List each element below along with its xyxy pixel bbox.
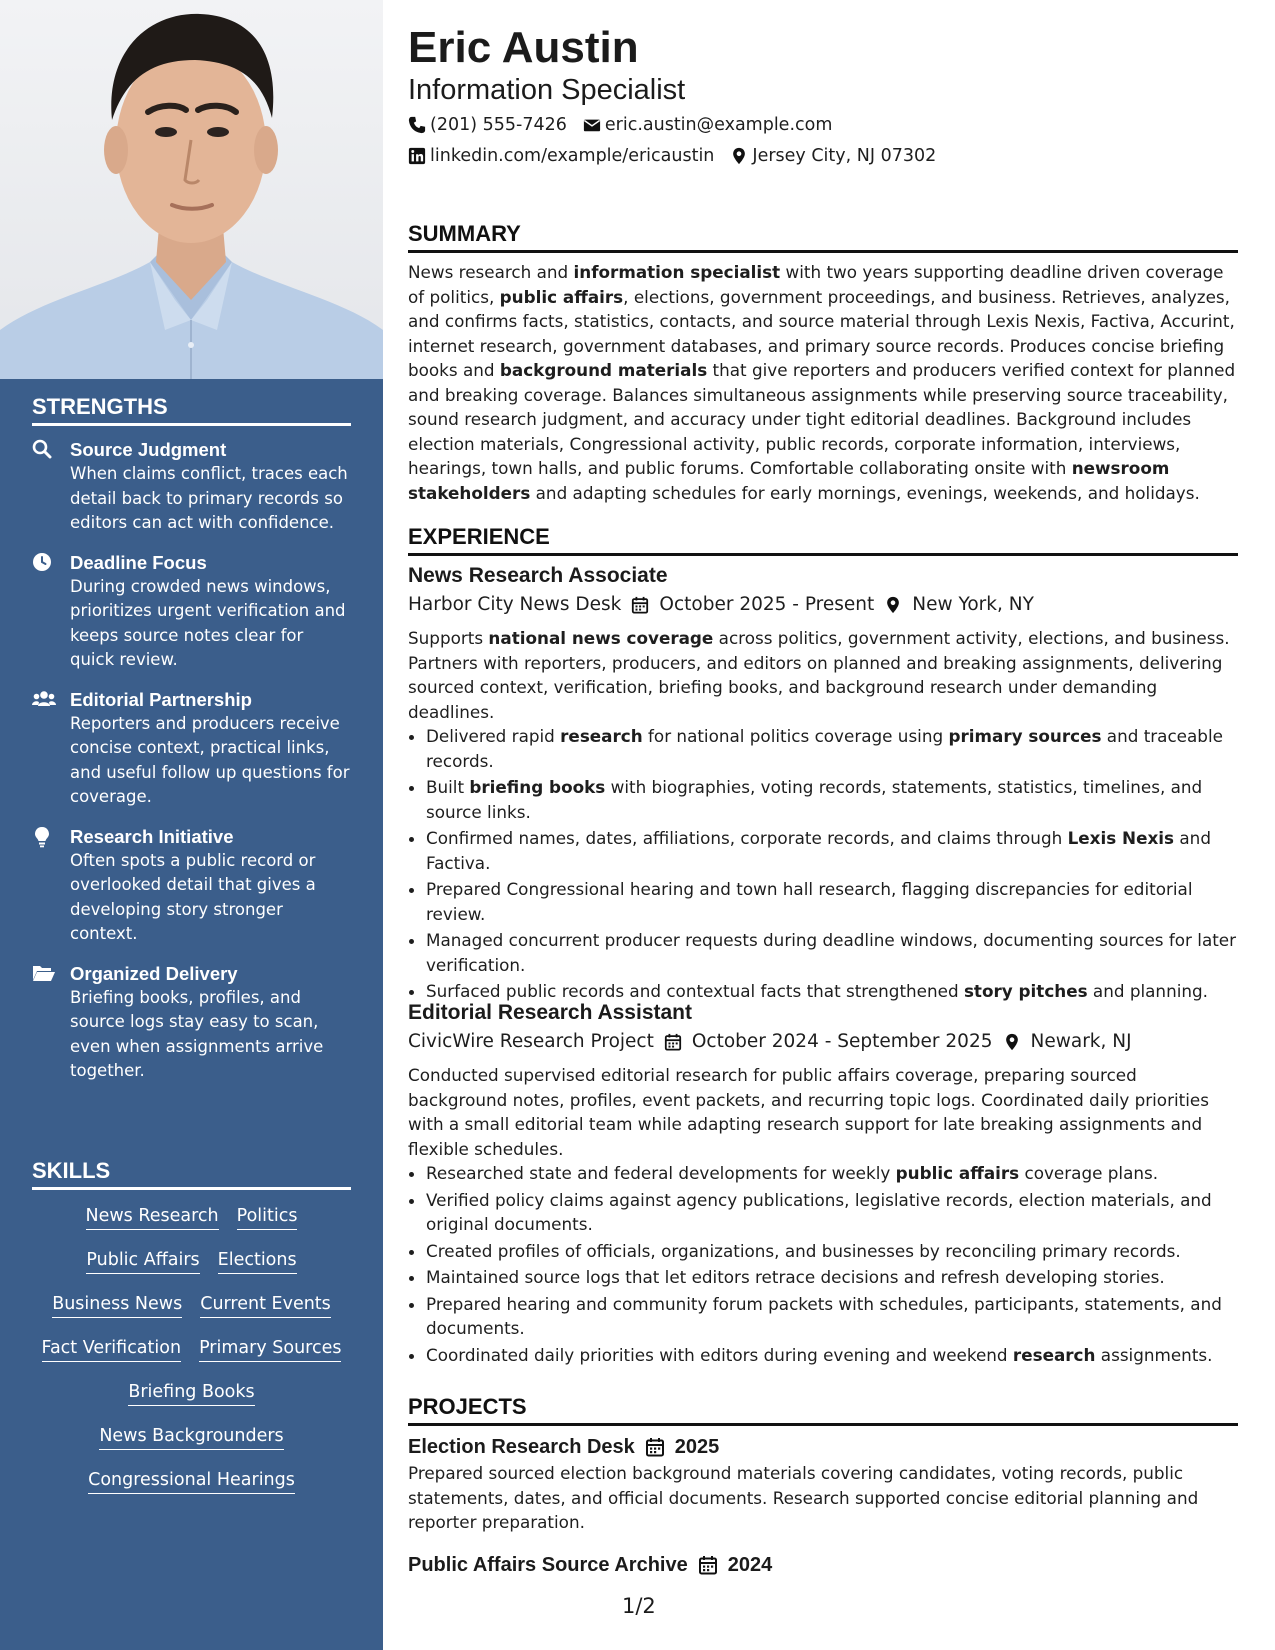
project-description: Prepared sourced election background materials covering candidates, voting records, public statements, dates, and official documents. Research supported concise editorial planning and reporter preparation.: [408, 1463, 1199, 1532]
users-icon: [32, 689, 56, 711]
phone-icon: [408, 116, 426, 134]
job-dates: October 2024 - September 2025: [691, 1031, 993, 1052]
lightbulb-icon: [32, 826, 56, 848]
strength-item: [32, 551, 351, 673]
strength-item: [32, 688, 351, 810]
company-name: CivicWire Research Project: [408, 1031, 654, 1052]
skill-tag: Politics: [237, 1204, 298, 1230]
list-item: • Prepared hearing and community forum packets with schedules, participants, statements, and documents.: [426, 1292, 1238, 1341]
phone-text: (201) 555-7426: [430, 115, 567, 135]
list-item: • Prepared Congressional hearing and town hall research, flagging discrepancies for editorial review.: [426, 877, 1238, 926]
experience-heading: EXPERIENCE: [408, 523, 1238, 556]
project-title-row: [408, 1551, 1238, 1579]
skills-section: [32, 1158, 351, 1512]
skill-tag: Business News: [52, 1292, 182, 1318]
strength-desc: When claims conflict, traces each detail back to primary records so editors can act with confidence.: [70, 464, 348, 532]
calendar-icon: [698, 1555, 718, 1575]
candidate-title: Information Specialist: [408, 74, 686, 106]
skill-tag: News Backgrounders: [99, 1424, 283, 1450]
list-item: • Coordinated daily priorities with editors during evening and weekend research assignments.: [426, 1343, 1238, 1368]
list-item: • Maintained source logs that let editors retrace decisions and refresh developing stories.: [426, 1265, 1238, 1290]
location-contact: [730, 144, 936, 168]
strength-title: Deadline Focus: [70, 551, 207, 573]
calendar-icon: [664, 1033, 682, 1051]
profile-photo: [0, 0, 383, 379]
list-item: • Verified policy claims against agency publications, legislative records, election materials, and original documents.: [426, 1188, 1238, 1237]
job-description: Supports national news coverage across politics, government activity, elections, and business. Partners with reporters, producers, and editors on planned and breaking assignments, delivering sourced context, verification, briefing books, and background research under demanding deadlines.: [408, 628, 1230, 722]
strength-desc: During crowded news windows, prioritizes urgent verification and keeps source notes clear for quick review.: [70, 576, 346, 669]
skill-tag: Public Affairs: [86, 1248, 199, 1274]
job-entry: [408, 999, 1238, 1369]
sidebar: [0, 0, 383, 1650]
job-bullets: [408, 1161, 1238, 1367]
project-title-row: [408, 1433, 1238, 1461]
job-location: New York, NY: [912, 594, 1034, 615]
strength-item: [32, 962, 351, 1084]
linkedin-contact[interactable]: [408, 144, 714, 168]
skill-tag: Congressional Hearings: [88, 1468, 295, 1494]
strength-item: [32, 438, 351, 536]
list-item: • Delivered rapid research for national politics coverage using primary sources and traceable records.: [426, 724, 1238, 773]
list-item: • Surfaced public records and contextual facts that strengthened story pitches and planning.: [426, 979, 1238, 1004]
map-pin-icon: [1003, 1033, 1021, 1051]
strength-title: Organized Delivery: [70, 962, 238, 984]
job-description: Conducted supervised editorial research for public affairs coverage, preparing sourced background notes, profiles, event packets, and recurring topic logs. Coordinated daily priorities with a small editorial team while adapting research support for late breaking assignments and flexible schedules.: [408, 1065, 1209, 1159]
map-pin-icon: [730, 147, 748, 165]
strength-title: Research Initiative: [70, 825, 234, 847]
calendar-icon: [645, 1437, 665, 1457]
skill-tag: Primary Sources: [199, 1336, 341, 1362]
skill-tag: Current Events: [200, 1292, 331, 1318]
calendar-icon: [631, 596, 649, 614]
email-text: eric.austin@example.com: [604, 115, 833, 135]
list-item: • Built briefing books with biographies, voting records, statements, statistics, timelines, and source links.: [426, 775, 1238, 824]
envelope-icon: [583, 116, 601, 134]
contact-line-2: [408, 144, 936, 168]
summary-text: News research and information specialist with two years supporting deadline driven coverage of politics, public affairs, elections, government proceedings, and business. Retrieves, analyzes, and confirms facts, statistics, contacts, and source material through Lexis Nexis, Factiva, Accurint, internet research, government databases, and primary source records. Produces concise briefing books and background materials that give reporters and producers verified context for planned and breaking coverage. Balances simultaneous assignments while preserving source traceability, sound research judgment, and accuracy under tight editorial deadlines. Background includes election materials, Congressional activity, public records, corporate information, interviews, hearings, town halls, and public forums. Comfortable collaborating onsite with newsroom stakeholders and adapting schedules for early mornings, evenings, weekends, and holidays.: [408, 262, 1236, 503]
job-bullets: [408, 724, 1238, 1004]
location-text: Jersey City, NJ 07302: [752, 146, 937, 166]
strengths-section: [32, 394, 351, 1099]
job-title: Editorial Research Assistant: [408, 1001, 692, 1024]
strength-desc: Briefing books, profiles, and source logs stay easy to scan, even when assignments arrive together.: [70, 987, 324, 1080]
job-dates: October 2025 - Present: [659, 594, 875, 615]
project-title: Election Research Desk: [408, 1436, 635, 1458]
job-meta: [408, 590, 1238, 620]
list-item: • Created profiles of officials, organizations, and businesses by reconciling primary records.: [426, 1239, 1238, 1264]
project-entry: [408, 1433, 1238, 1535]
linkedin-icon: [408, 147, 426, 165]
strength-desc: Often spots a public record or overlooked detail that gives a developing story stronger context.: [70, 850, 316, 943]
skill-tag: Briefing Books: [128, 1380, 254, 1406]
project-year: 2025: [674, 1436, 720, 1458]
strength-title: Editorial Partnership: [70, 688, 252, 710]
project-title: Public Affairs Source Archive: [408, 1554, 688, 1576]
skills-heading: SKILLS: [32, 1158, 351, 1190]
skill-tag: News Research: [86, 1204, 219, 1230]
company-name: Harbor City News Desk: [408, 594, 622, 615]
job-title: News Research Associate: [408, 564, 668, 587]
projects-heading: PROJECTS: [408, 1393, 1238, 1426]
page-number: 1/2: [622, 1594, 656, 1618]
job-meta: [408, 1027, 1238, 1057]
map-pin-icon: [884, 596, 902, 614]
linkedin-text: linkedin.com/example/ericaustin: [430, 146, 715, 166]
strength-title: Source Judgment: [70, 439, 227, 460]
project-year: 2024: [727, 1554, 773, 1576]
list-item: • Managed concurrent producer requests during deadline windows, documenting sources for later verification.: [426, 928, 1238, 977]
phone-contact[interactable]: [408, 113, 567, 137]
email-contact[interactable]: [583, 113, 833, 137]
folder-open-icon: [32, 963, 56, 985]
candidate-name: Eric Austin: [408, 23, 639, 72]
job-location: Newark, NJ: [1030, 1031, 1132, 1052]
list-item: • Confirmed names, dates, affiliations, corporate records, and claims through Lexis Nexis and Factiva.: [426, 826, 1238, 875]
skill-tag: Fact Verification: [42, 1336, 182, 1362]
summary-heading: SUMMARY: [408, 220, 1238, 253]
job-entry: [408, 562, 1238, 1006]
summary-section: [408, 260, 1238, 505]
strength-item: [32, 825, 351, 947]
list-item: • Researched state and federal developments for weekly public affairs coverage plans.: [426, 1161, 1238, 1186]
contact-line-1: [408, 113, 832, 137]
clock-icon: [32, 552, 56, 574]
strength-desc: Reporters and producers receive concise context, practical links, and useful follow up questions for coverage.: [70, 713, 350, 806]
strengths-heading: STRENGTHS: [32, 394, 351, 426]
skill-tag: Elections: [218, 1248, 297, 1274]
search-icon: [32, 439, 56, 461]
project-entry: [408, 1551, 1238, 1579]
